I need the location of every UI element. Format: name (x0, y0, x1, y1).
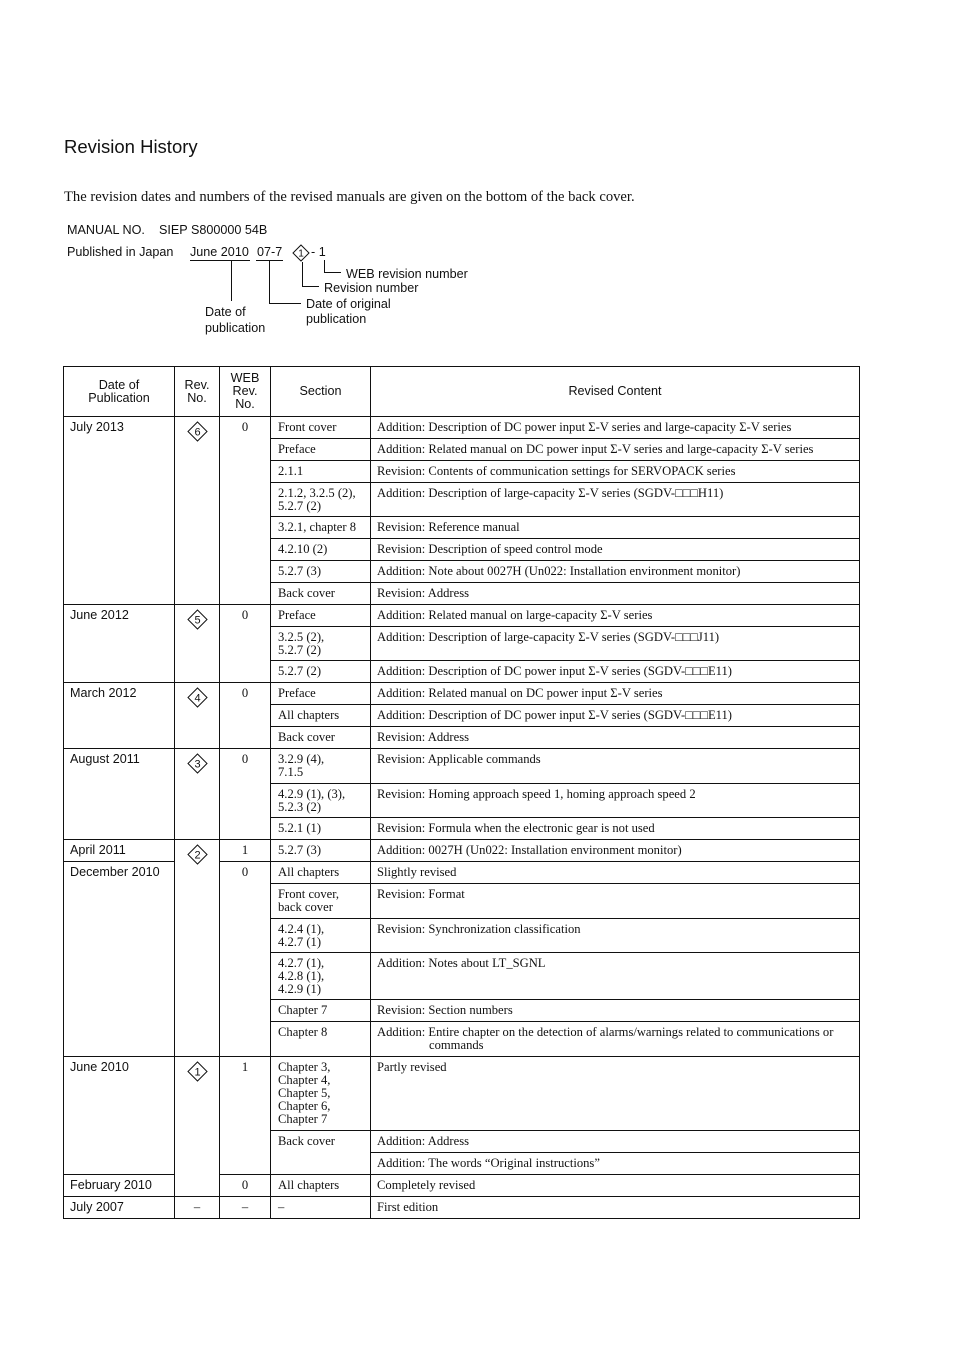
svg-text:4: 4 (193, 692, 201, 705)
label-original-date-2: publication (306, 312, 367, 326)
header-web-rev: WEB Rev. No. (220, 367, 271, 417)
content-cell: Addition: Related manual on DC power input Σ-V series (371, 683, 860, 705)
section-cell: 3.2.1, chapter 8 (271, 517, 371, 539)
revision-diamond-icon (187, 609, 208, 630)
web-rev-cell: 0 (220, 605, 271, 683)
rev-cell (175, 1057, 220, 1197)
section-cell: 5.2.7 (3) (271, 840, 371, 862)
content-line-continued: commands (429, 1038, 484, 1052)
content-cell: Revision: Synchronization classification (371, 919, 860, 953)
revision-table (63, 366, 860, 1219)
rev-cell (175, 605, 220, 683)
section-cell: All chapters (271, 862, 371, 884)
section-cell: 5.2.7 (2) (271, 661, 371, 683)
svg-text:1: 1 (193, 1066, 201, 1079)
table-row (64, 840, 860, 862)
content-cell: Slightly revised (371, 862, 860, 884)
revision-diamond-icon (292, 244, 310, 262)
section-cell: Preface (271, 439, 371, 461)
section-cell: 3.2.5 (2), 5.2.7 (2) (271, 627, 371, 661)
content-cell: Addition: Description of DC power input Σ-V series (SGDV-□□□E11) (371, 661, 860, 683)
section-cell: Back cover (271, 583, 371, 605)
table-header-row (64, 367, 860, 417)
row-date: December 2010 (64, 862, 175, 1057)
web-rev-cell: 1 (220, 1057, 271, 1175)
content-cell: Revision: Applicable commands (371, 749, 860, 784)
section-cell: All chapters (271, 1175, 371, 1197)
header-section: Section (271, 367, 371, 417)
section-cell: All chapters (271, 705, 371, 727)
rev-cell (175, 683, 220, 749)
content-cell: Revision: Address (371, 583, 860, 605)
row-date: June 2012 (64, 605, 175, 683)
section-cell: Back cover (271, 1131, 371, 1175)
row-date: August 2011 (64, 749, 175, 840)
row-date: July 2013 (64, 417, 175, 605)
web-rev-cell: 0 (220, 683, 271, 749)
svg-text:2: 2 (193, 849, 201, 862)
web-rev-cell: 1 (220, 840, 271, 862)
table-row (64, 749, 860, 784)
leader-rev-h (302, 286, 319, 287)
header-content: Revised Content (371, 367, 860, 417)
table-row (64, 683, 860, 705)
header-rev: Rev. No. (175, 367, 220, 417)
web-rev-cell: 0 (220, 417, 271, 605)
content-line: Addition: Entire chapter on the detection of alarms/warnings related to communications or (377, 1025, 834, 1039)
section-cell: 5.2.1 (1) (271, 818, 371, 840)
section-cell: Chapter 8 (271, 1022, 371, 1057)
label-revision-number: Revision number (324, 281, 419, 295)
label-original-date-1: Date of original (306, 297, 391, 311)
leader-pub-date (231, 261, 232, 301)
section-cell: Chapter 7 (271, 1000, 371, 1022)
content-cell: Addition: The words “Original instructions” (371, 1153, 860, 1175)
section-cell: Back cover (271, 727, 371, 749)
leader-web-rev-h (324, 272, 341, 273)
content-cell: Addition: Note about 0027H (Un022: Installation environment monitor) (371, 561, 860, 583)
revision-diamond-icon (187, 844, 208, 865)
web-rev-cell: 0 (220, 862, 271, 1057)
section-cell: 4.2.10 (2) (271, 539, 371, 561)
section-cell: 4.2.4 (1), 4.2.7 (1) (271, 919, 371, 953)
table-row (64, 417, 860, 439)
row-date: June 2010 (64, 1057, 175, 1175)
row-date: April 2011 (64, 840, 175, 862)
content-cell: First edition (371, 1197, 860, 1219)
content-cell: Addition: Description of DC power input Σ-V series (SGDV-□□□E11) (371, 705, 860, 727)
content-cell: Addition: Related manual on DC power input Σ-V series and large-capacity Σ-V series (371, 439, 860, 461)
section-cell: Front cover, back cover (271, 884, 371, 919)
section-cell: 4.2.7 (1), 4.2.8 (1), 4.2.9 (1) (271, 953, 371, 1000)
revision-diamond-icon (187, 1061, 208, 1082)
web-rev-cell: 0 (220, 749, 271, 840)
content-cell: Revision: Description of speed control mode (371, 539, 860, 561)
published-label: Published in Japan (67, 245, 174, 259)
content-cell: Addition: Related manual on large-capacity Σ-V series (371, 605, 860, 627)
manual-no-label: MANUAL NO. (67, 223, 145, 237)
content-cell: Addition: 0027H (Un022: Installation environment monitor) (371, 840, 860, 862)
web-rev-cell: – (220, 1197, 271, 1219)
content-cell: Addition: Address (371, 1131, 860, 1153)
content-cell: Revision: Contents of communication settings for SERVOPACK series (371, 461, 860, 483)
manual-no-value: SIEP S800000 54B (159, 223, 268, 237)
rev-cell: – (175, 1197, 220, 1219)
section-cell: 3.2.9 (4), 7.1.5 (271, 749, 371, 784)
content-cell: Revision: Formula when the electronic gear is not used (371, 818, 860, 840)
row-date: July 2007 (64, 1197, 175, 1219)
svg-text:1: 1 (298, 248, 304, 260)
leader-orig-date (269, 261, 270, 303)
revision-diamond-icon (187, 753, 208, 774)
rev-cell (175, 749, 220, 840)
content-cell: Revision: Format (371, 884, 860, 919)
section-cell: – (271, 1197, 371, 1219)
content-cell: Addition: Description of DC power input Σ-V series and large-capacity Σ-V series (371, 417, 860, 439)
label-web-revision: WEB revision number (346, 267, 468, 281)
section-cell: Preface (271, 605, 371, 627)
leader-web-rev (324, 260, 325, 272)
content-cell: Completely revised (371, 1175, 860, 1197)
content-cell: Revision: Address (371, 727, 860, 749)
leader-rev (302, 262, 303, 286)
page-title: Revision History (64, 136, 198, 157)
table-row (64, 1057, 860, 1131)
row-date: March 2012 (64, 683, 175, 749)
leader-orig-date-h (269, 303, 301, 304)
content-cell: Addition: Description of large-capacity Σ-V series (SGDV-□□□H11) (371, 483, 860, 517)
section-cell: Chapter 3, Chapter 4, Chapter 5, Chapter 6, Chapter 7 (271, 1057, 371, 1131)
original-date-code: 07-7 (257, 245, 283, 259)
svg-text:5: 5 (193, 614, 201, 627)
section-cell: 2.1.1 (271, 461, 371, 483)
svg-text:6: 6 (193, 426, 201, 439)
intro-text: The revision dates and numbers of the revised manuals are given on the bottom of the back cover. (64, 189, 635, 205)
rev-cell (175, 417, 220, 605)
section-cell: 2.1.2, 3.2.5 (2), 5.2.7 (2) (271, 483, 371, 517)
web-rev-cell: 0 (220, 1175, 271, 1197)
section-cell: 5.2.7 (3) (271, 561, 371, 583)
content-cell: Revision: Section numbers (371, 1000, 860, 1022)
content-cell (371, 1022, 860, 1057)
content-cell: Addition: Description of large-capacity Σ-V series (SGDV-□□□J11) (371, 627, 860, 661)
label-pub-date-2: publication (205, 321, 266, 335)
content-cell: Revision: Reference manual (371, 517, 860, 539)
revision-diamond-icon (187, 421, 208, 442)
header-date: Date of Publication (64, 367, 175, 417)
svg-text:3: 3 (193, 758, 201, 771)
table-row (64, 1197, 860, 1219)
section-cell: 4.2.9 (1), (3), 5.2.3 (2) (271, 784, 371, 818)
underline-pub-date (190, 260, 250, 261)
label-pub-date-1: Date of (205, 305, 246, 319)
content-cell: Addition: Notes about LT_SGNL (371, 953, 860, 1000)
revision-diamond-icon (187, 687, 208, 708)
rev-cell (175, 840, 220, 1057)
web-revision-code: - 1 (311, 245, 326, 259)
content-cell: Revision: Homing approach speed 1, homing approach speed 2 (371, 784, 860, 818)
table-row (64, 605, 860, 627)
section-cell: Front cover (271, 417, 371, 439)
section-cell: Preface (271, 683, 371, 705)
row-date: February 2010 (64, 1175, 175, 1197)
content-cell: Partly revised (371, 1057, 860, 1131)
publication-date-code: June 2010 (190, 245, 249, 259)
